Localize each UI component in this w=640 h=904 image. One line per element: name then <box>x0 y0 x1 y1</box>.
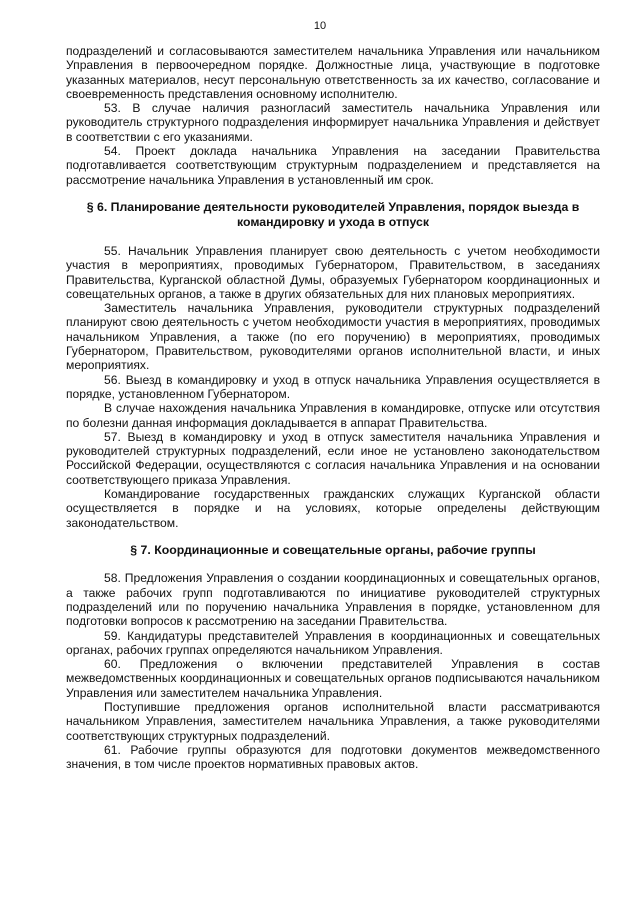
paragraph-53: 53. В случае наличия разногласий заместитель начальника Управления или руководитель структурного подразделения информирует начальника Управления и действует в соответствии с его указаниями. <box>66 101 600 144</box>
paragraph-56: 56. Выезд в командировку и уход в отпуск начальника Управления осуществляется в порядке, установленном Губернатором. <box>66 372 600 401</box>
paragraph-57: 57. Выезд в командировку и уход в отпуск заместителя начальника Управления и руководителей структурных подразделений, если иное не установлено законодательством Российской Федерации, осуществляются с согласия начальника Управления и на основании соответствующего приказа Управления. <box>66 429 600 487</box>
section-7-heading: § 7. Координационные и совещательные органы, рабочие группы <box>130 542 536 557</box>
paragraph-58: 58. Предложения Управления о создании координационных и совещательных органов, а также рабочих групп подготавливаются по инициативе руководителей структурных подразделений или по поручению начальника Управления в порядке, установленном для подготовки вопросов к рассмотрению на заседании Правительства. <box>66 571 600 629</box>
paragraph-60: 60. Предложения о включении представителей Управления в состав межведомственных координационных и совещательных органов подписываются начальником Управления или заместителем начальника Управления. <box>66 657 600 700</box>
paragraph-55: 55. Начальник Управления планирует свою деятельность с учетом необходимости участия в мероприятиях, проводимых Губернатором, Правительством, в заседаниях Правительства, Курганской областной Думы, образуемых Губернатором координационных и совещательных органов, а также в других обязательных для них плановых мероприятиях. <box>66 243 600 301</box>
paragraph-60-proposals: Поступившие предложения органов исполнительной власти рассматриваются начальником Управления, заместителем начальника Управления, а также руководителями соответствующих структурных подразделений. <box>66 700 600 743</box>
paragraph-56-absence-info: В случае нахождения начальника Управления в командировке, отпуске или отсутствия по болезни данная информация докладывается в аппарат Правительства. <box>66 401 600 430</box>
paragraph-55-deputy-planning: Заместитель начальника Управления, руководители структурных подразделений планируют свою деятельность с учетом необходимости участия в мероприятиях, проводимых начальником Управления, а также (по его поручению) в мероприятиях, проводимых Губернатором, Правительством, руководителями органов исполнительной власти, и иных мероприятиях. <box>66 301 600 373</box>
paragraph-59: 59. Кандидатуры представителей Управления в координационных и совещательных органах, рабочих группах определяются начальником Управления. <box>66 628 600 657</box>
section-6-heading: § 6. Планирование деятельности руководителей Управления, порядок выезда в командировку и ухода в отпуск <box>86 199 580 230</box>
paragraph-52-continuation: подразделений и согласовываются заместителем начальника Управления или начальником Управления в первоочередном порядке. Должностные лица, участвующие в подготовке указанных материалов, несут персональную ответственность за их качество, согласование и своевременность представления основному исполнителю. <box>66 44 600 101</box>
paragraph-57-civil-servants: Командирование государственных гражданских служащих Курганской области осуществляется в порядке и на условиях, которые определены действующим законодательством. <box>66 487 600 530</box>
paragraph-61: 61. Рабочие группы образуются для подготовки документов межведомственного значения, в том числе проектов нормативных правовых актов. <box>66 742 600 772</box>
page-number: 10 <box>313 20 327 32</box>
paragraph-54: 54. Проект доклада начальника Управления на заседании Правительства подготавливается соответствующим структурным подразделением и представляется на рассмотрение начальника Управления в установленный им срок. <box>66 144 600 187</box>
document-body <box>66 44 600 772</box>
